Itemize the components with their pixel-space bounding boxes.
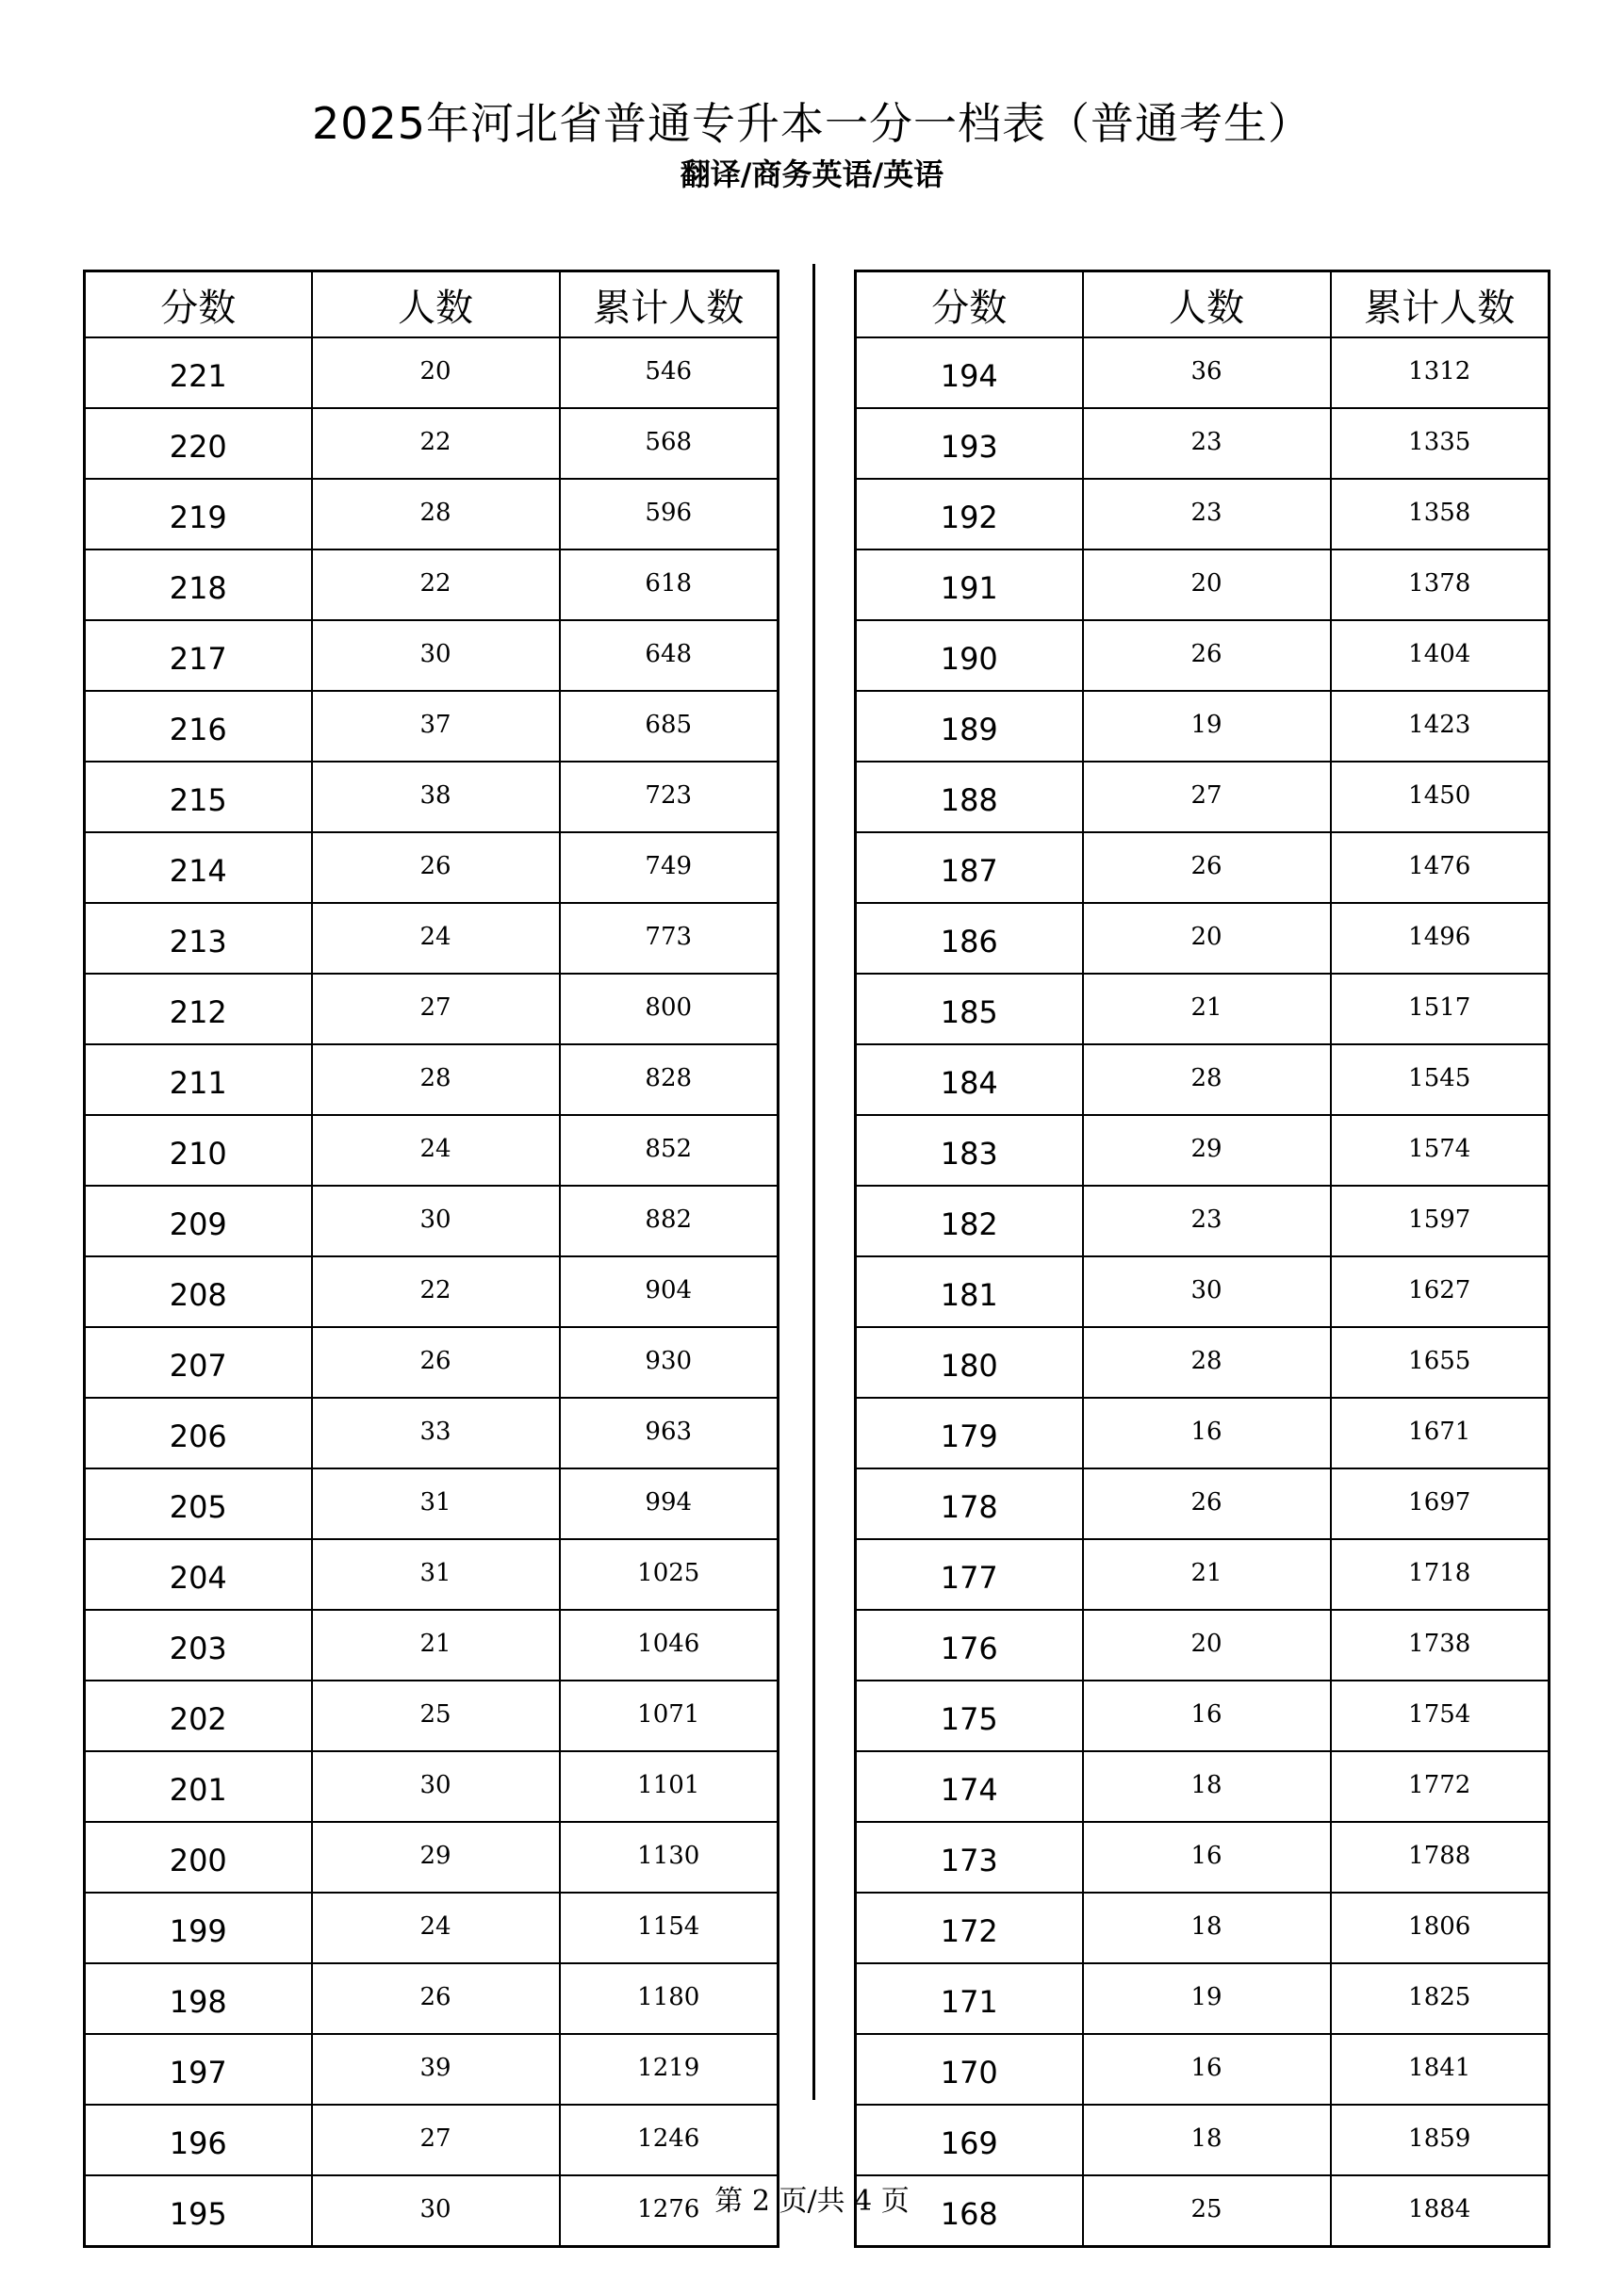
- cell-score: 184: [856, 1044, 1083, 1115]
- header-count: 人数: [312, 271, 560, 338]
- cell-score: 189: [856, 691, 1083, 762]
- cell-cumulative: 1246: [560, 2105, 779, 2175]
- table-row: [856, 408, 1550, 479]
- cell-count: 23: [1083, 479, 1331, 549]
- header-cumulative: 累计人数: [560, 271, 779, 338]
- cell-cumulative: 1738: [1331, 1610, 1550, 1681]
- cell-score: 176: [856, 1610, 1083, 1681]
- table-row: [85, 337, 779, 408]
- cell-cumulative: 1697: [1331, 1468, 1550, 1539]
- cell-cumulative: 828: [560, 1044, 779, 1115]
- table-row: [856, 2105, 1550, 2175]
- cell-cumulative: 1180: [560, 1963, 779, 2034]
- cell-count: 21: [1083, 974, 1331, 1044]
- cell-score: 220: [85, 408, 312, 479]
- cell-score: 194: [856, 337, 1083, 408]
- table-row: [85, 1256, 779, 1327]
- cell-cumulative: 1450: [1331, 762, 1550, 832]
- cell-count: 37: [312, 691, 560, 762]
- header-count: 人数: [1083, 271, 1331, 338]
- cell-score: 186: [856, 903, 1083, 974]
- table-row: [856, 337, 1550, 408]
- table-row: [85, 1327, 779, 1398]
- cell-score: 204: [85, 1539, 312, 1610]
- cell-score: 187: [856, 832, 1083, 903]
- table-row: [856, 620, 1550, 691]
- cell-count: 20: [1083, 903, 1331, 974]
- cell-cumulative: 1545: [1331, 1044, 1550, 1115]
- table-row: [856, 1751, 1550, 1822]
- table-row: [85, 1822, 779, 1893]
- cell-score: 179: [856, 1398, 1083, 1468]
- cell-cumulative: 1655: [1331, 1327, 1550, 1398]
- cell-count: 30: [1083, 1256, 1331, 1327]
- cell-count: 28: [312, 479, 560, 549]
- cell-score: 202: [85, 1681, 312, 1751]
- cell-score: 185: [856, 974, 1083, 1044]
- cell-score: 211: [85, 1044, 312, 1115]
- cell-count: 19: [1083, 691, 1331, 762]
- cell-score: 198: [85, 1963, 312, 2034]
- cell-cumulative: 568: [560, 408, 779, 479]
- cell-score: 183: [856, 1115, 1083, 1186]
- cell-score: 196: [85, 2105, 312, 2175]
- cell-cumulative: 1841: [1331, 2034, 1550, 2105]
- table-row: [85, 1539, 779, 1610]
- cell-score: 173: [856, 1822, 1083, 1893]
- cell-count: 20: [1083, 549, 1331, 620]
- cell-cumulative: 1627: [1331, 1256, 1550, 1327]
- table-row: [856, 1468, 1550, 1539]
- table-row: [85, 620, 779, 691]
- cell-score: 208: [85, 1256, 312, 1327]
- cell-count: 27: [312, 974, 560, 1044]
- table-row: [856, 479, 1550, 549]
- table-row: [85, 762, 779, 832]
- cell-count: 23: [1083, 408, 1331, 479]
- cell-count: 16: [1083, 1822, 1331, 1893]
- cell-count: 30: [312, 1751, 560, 1822]
- cell-score: 195: [85, 2175, 312, 2247]
- cell-score: 201: [85, 1751, 312, 1822]
- table-row: [856, 1893, 1550, 1963]
- table-row: [85, 2105, 779, 2175]
- cell-score: 191: [856, 549, 1083, 620]
- cell-score: 215: [85, 762, 312, 832]
- table-header-row: [85, 271, 779, 338]
- cell-cumulative: 1825: [1331, 1963, 1550, 2034]
- cell-cumulative: 1517: [1331, 974, 1550, 1044]
- cell-count: 24: [312, 1893, 560, 1963]
- cell-score: 170: [856, 2034, 1083, 2105]
- cell-cumulative: 773: [560, 903, 779, 974]
- cell-cumulative: 904: [560, 1256, 779, 1327]
- table-row: [856, 1610, 1550, 1681]
- cell-count: 29: [1083, 1115, 1331, 1186]
- cell-score: 178: [856, 1468, 1083, 1539]
- score-table-left: [83, 270, 779, 2248]
- cell-cumulative: 1772: [1331, 1751, 1550, 1822]
- cell-cumulative: 1718: [1331, 1539, 1550, 1610]
- cell-score: 210: [85, 1115, 312, 1186]
- cell-cumulative: 1130: [560, 1822, 779, 1893]
- cell-score: 174: [856, 1751, 1083, 1822]
- cell-cumulative: 800: [560, 974, 779, 1044]
- table-row: [85, 549, 779, 620]
- table-row: [85, 1044, 779, 1115]
- cell-cumulative: 1788: [1331, 1822, 1550, 1893]
- cell-count: 22: [312, 408, 560, 479]
- table-row: [856, 549, 1550, 620]
- cell-cumulative: 723: [560, 762, 779, 832]
- cell-score: 197: [85, 2034, 312, 2105]
- cell-score: 169: [856, 2105, 1083, 2175]
- table-row: [856, 903, 1550, 974]
- cell-score: 214: [85, 832, 312, 903]
- cell-count: 28: [1083, 1327, 1331, 1398]
- cell-count: 33: [312, 1398, 560, 1468]
- cell-cumulative: 596: [560, 479, 779, 549]
- cell-cumulative: 882: [560, 1186, 779, 1256]
- cell-cumulative: 1335: [1331, 408, 1550, 479]
- cell-score: 181: [856, 1256, 1083, 1327]
- cell-score: 175: [856, 1681, 1083, 1751]
- table-row: [85, 1610, 779, 1681]
- table-row: [85, 1963, 779, 2034]
- cell-count: 28: [1083, 1044, 1331, 1115]
- score-table-right: [854, 270, 1550, 2248]
- cell-count: 16: [1083, 2034, 1331, 2105]
- cell-count: 16: [1083, 1398, 1331, 1468]
- cell-cumulative: 1884: [1331, 2175, 1550, 2247]
- cell-count: 39: [312, 2034, 560, 2105]
- header-score: 分数: [85, 271, 312, 338]
- cell-score: 193: [856, 408, 1083, 479]
- cell-count: 28: [312, 1044, 560, 1115]
- cell-score: 200: [85, 1822, 312, 1893]
- cell-cumulative: 994: [560, 1468, 779, 1539]
- table-row: [856, 1186, 1550, 1256]
- cell-count: 27: [1083, 762, 1331, 832]
- cell-count: 36: [1083, 337, 1331, 408]
- cell-score: 182: [856, 1186, 1083, 1256]
- cell-count: 22: [312, 1256, 560, 1327]
- cell-cumulative: 1046: [560, 1610, 779, 1681]
- cell-cumulative: 1806: [1331, 1893, 1550, 1963]
- cell-score: 206: [85, 1398, 312, 1468]
- cell-cumulative: 1276: [560, 2175, 779, 2247]
- cell-cumulative: 1071: [560, 1681, 779, 1751]
- cell-cumulative: 1496: [1331, 903, 1550, 974]
- cell-score: 207: [85, 1327, 312, 1398]
- cell-count: 25: [312, 1681, 560, 1751]
- cell-cumulative: 963: [560, 1398, 779, 1468]
- cell-cumulative: 1597: [1331, 1186, 1550, 1256]
- cell-score: 190: [856, 620, 1083, 691]
- cell-count: 30: [312, 1186, 560, 1256]
- table-row: [85, 1468, 779, 1539]
- cell-count: 18: [1083, 1751, 1331, 1822]
- cell-count: 26: [1083, 620, 1331, 691]
- cell-count: 16: [1083, 1681, 1331, 1751]
- cell-count: 26: [312, 1963, 560, 2034]
- table-row: [85, 479, 779, 549]
- cell-score: 192: [856, 479, 1083, 549]
- cell-score: 168: [856, 2175, 1083, 2247]
- table-row: [85, 1186, 779, 1256]
- table-row: [856, 1256, 1550, 1327]
- cell-score: 172: [856, 1893, 1083, 1963]
- cell-score: 171: [856, 1963, 1083, 2034]
- cell-cumulative: 852: [560, 1115, 779, 1186]
- cell-count: 26: [1083, 832, 1331, 903]
- cell-count: 27: [312, 2105, 560, 2175]
- cell-cumulative: 546: [560, 337, 779, 408]
- cell-count: 20: [1083, 1610, 1331, 1681]
- cell-count: 25: [1083, 2175, 1331, 2247]
- cell-cumulative: 1101: [560, 1751, 779, 1822]
- table-row: [856, 1822, 1550, 1893]
- table-row: [856, 1963, 1550, 2034]
- table-row: [856, 1681, 1550, 1751]
- table-row: [856, 2034, 1550, 2105]
- cell-count: 22: [312, 549, 560, 620]
- table-row: [85, 691, 779, 762]
- cell-cumulative: 1754: [1331, 1681, 1550, 1751]
- cell-count: 26: [312, 1327, 560, 1398]
- column-divider: [812, 264, 815, 2100]
- header-score: 分数: [856, 271, 1083, 338]
- cell-score: 180: [856, 1327, 1083, 1398]
- table-row: [856, 1398, 1550, 1468]
- cell-cumulative: 685: [560, 691, 779, 762]
- cell-score: 218: [85, 549, 312, 620]
- table-row: [85, 1751, 779, 1822]
- cell-count: 30: [312, 620, 560, 691]
- cell-cumulative: 749: [560, 832, 779, 903]
- table-row: [85, 2034, 779, 2105]
- cell-count: 21: [1083, 1539, 1331, 1610]
- cell-count: 26: [312, 832, 560, 903]
- table-row: [85, 903, 779, 974]
- cell-count: 21: [312, 1610, 560, 1681]
- page-footer: 第 2 页/共 4 页: [714, 2185, 910, 2218]
- table-row: [85, 1681, 779, 1751]
- table-header-row: [856, 271, 1550, 338]
- cell-count: 30: [312, 2175, 560, 2247]
- table-row: [856, 691, 1550, 762]
- table-row: [856, 974, 1550, 1044]
- header-cumulative: 累计人数: [1331, 271, 1550, 338]
- cell-score: 205: [85, 1468, 312, 1539]
- cell-count: 26: [1083, 1468, 1331, 1539]
- table-row: [856, 1327, 1550, 1398]
- cell-count: 29: [312, 1822, 560, 1893]
- cell-cumulative: 1574: [1331, 1115, 1550, 1186]
- cell-count: 31: [312, 1539, 560, 1610]
- cell-score: 212: [85, 974, 312, 1044]
- table-row: [85, 1115, 779, 1186]
- cell-count: 23: [1083, 1186, 1331, 1256]
- cell-count: 24: [312, 903, 560, 974]
- cell-cumulative: 1154: [560, 1893, 779, 1963]
- table-row: [85, 832, 779, 903]
- cell-cumulative: 1378: [1331, 549, 1550, 620]
- cell-cumulative: 618: [560, 549, 779, 620]
- cell-score: 217: [85, 620, 312, 691]
- table-row: [856, 832, 1550, 903]
- cell-count: 31: [312, 1468, 560, 1539]
- page-subtitle: 翻译/商务英语/英语: [680, 156, 944, 192]
- cell-count: 20: [312, 337, 560, 408]
- cell-count: 18: [1083, 2105, 1331, 2175]
- table-row: [856, 1115, 1550, 1186]
- cell-score: 199: [85, 1893, 312, 1963]
- cell-cumulative: 648: [560, 620, 779, 691]
- cell-cumulative: 1671: [1331, 1398, 1550, 1468]
- cell-cumulative: 1476: [1331, 832, 1550, 903]
- cell-cumulative: 1404: [1331, 620, 1550, 691]
- cell-score: 216: [85, 691, 312, 762]
- table-row: [85, 1398, 779, 1468]
- cell-cumulative: 1219: [560, 2034, 779, 2105]
- cell-cumulative: 1358: [1331, 479, 1550, 549]
- cell-score: 203: [85, 1610, 312, 1681]
- cell-score: 209: [85, 1186, 312, 1256]
- cell-count: 24: [312, 1115, 560, 1186]
- table-row: [85, 408, 779, 479]
- table-row: [856, 762, 1550, 832]
- cell-cumulative: 1312: [1331, 337, 1550, 408]
- cell-count: 19: [1083, 1963, 1331, 2034]
- page-title: 2025年河北省普通专升本一分一档表（普通考生）: [311, 98, 1313, 149]
- cell-cumulative: 930: [560, 1327, 779, 1398]
- table-row: [856, 1539, 1550, 1610]
- cell-cumulative: 1025: [560, 1539, 779, 1610]
- cell-cumulative: 1423: [1331, 691, 1550, 762]
- table-row: [85, 974, 779, 1044]
- cell-score: 177: [856, 1539, 1083, 1610]
- cell-score: 221: [85, 337, 312, 408]
- cell-count: 38: [312, 762, 560, 832]
- cell-cumulative: 1859: [1331, 2105, 1550, 2175]
- table-row: [85, 1893, 779, 1963]
- cell-score: 219: [85, 479, 312, 549]
- cell-score: 188: [856, 762, 1083, 832]
- cell-score: 213: [85, 903, 312, 974]
- table-row: [856, 1044, 1550, 1115]
- cell-count: 18: [1083, 1893, 1331, 1963]
